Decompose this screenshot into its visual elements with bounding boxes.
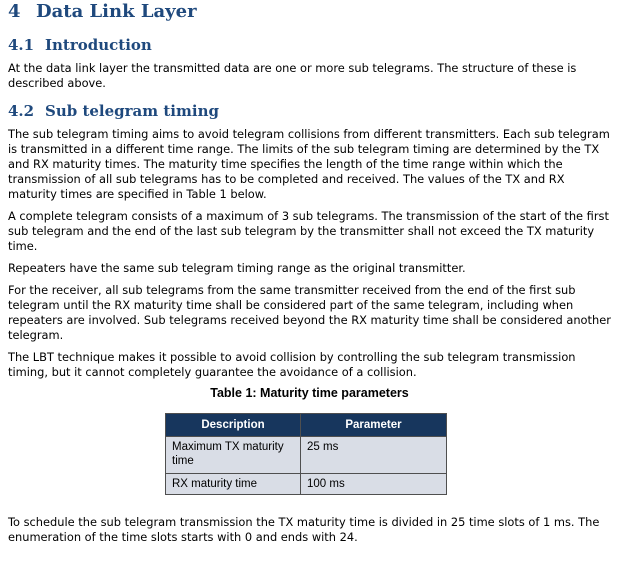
section-title: Introduction (45, 36, 152, 54)
section-number: 4.1 (8, 36, 35, 54)
paragraph-timing-aim: The sub telegram timing aims to avoid telegram collisions from different transmitters. Each sub telegram is transmitted in a different time range. The limits of the sub telegram timing are determined by the TX and RX maturity times. The maturity time specifies the length of the time range within which the transmission of all sub telegrams has to be completed and received. The values of the TX and RX maturity times are specified in Table 1 below. (8, 127, 610, 201)
table-cell-description: Maximum TX maturity time (166, 437, 301, 474)
table-caption: Table 1: Maturity time parameters (210, 386, 409, 400)
table-header-description: Description (166, 414, 301, 437)
paragraph-receiver: For the receiver, all sub telegrams from the same transmitter received from the end of the first sub telegram until the RX maturity time shall be considered part of the same telegram, including when repeaters are involved. Sub telegrams received beyond the RX maturity time shall be considered another telegram. (8, 283, 611, 342)
document-page (8, 0, 611, 545)
table-cell-parameter: 25 ms (301, 437, 447, 474)
closing-paragraph: To schedule the sub telegram transmission the TX maturity time is divided in 25 time slots of 1 ms. The enumeration of the time slots starts with 0 and ends with 24. (8, 515, 600, 544)
section-number: 4.2 (8, 102, 35, 120)
table-row (166, 437, 447, 474)
paragraph-repeaters: Repeaters have the same sub telegram timing range as the original transmitter. (8, 261, 466, 275)
table-cell-description: RX maturity time (166, 474, 301, 495)
chapter-title: Data Link Layer (36, 1, 197, 22)
paragraph-complete-telegram: A complete telegram consists of a maximum of 3 sub telegrams. The transmission of the start of the first sub telegram and the end of the last sub telegram by the transmitter shall not exceed the TX maturity time. (8, 209, 609, 253)
table-row (166, 474, 447, 495)
section-heading-introduction (8, 35, 611, 61)
chapter-heading (8, 0, 611, 30)
section-title: Sub telegram timing (45, 102, 219, 120)
paragraph-lbt: The LBT technique makes it possible to avoid collision by controlling the sub telegram transmission timing, but it cannot completely guarantee the avoidance of a collision. (8, 350, 576, 379)
intro-paragraph: At the data link layer the transmitted data are one or more sub telegrams. The structure of these is described above. (8, 61, 577, 90)
maturity-time-table (165, 413, 447, 495)
table-header-row (166, 414, 447, 437)
chapter-number: 4 (8, 1, 21, 22)
section-heading-timing (8, 101, 611, 127)
table-header-parameter: Parameter (301, 414, 447, 437)
table-cell-parameter: 100 ms (301, 474, 447, 495)
